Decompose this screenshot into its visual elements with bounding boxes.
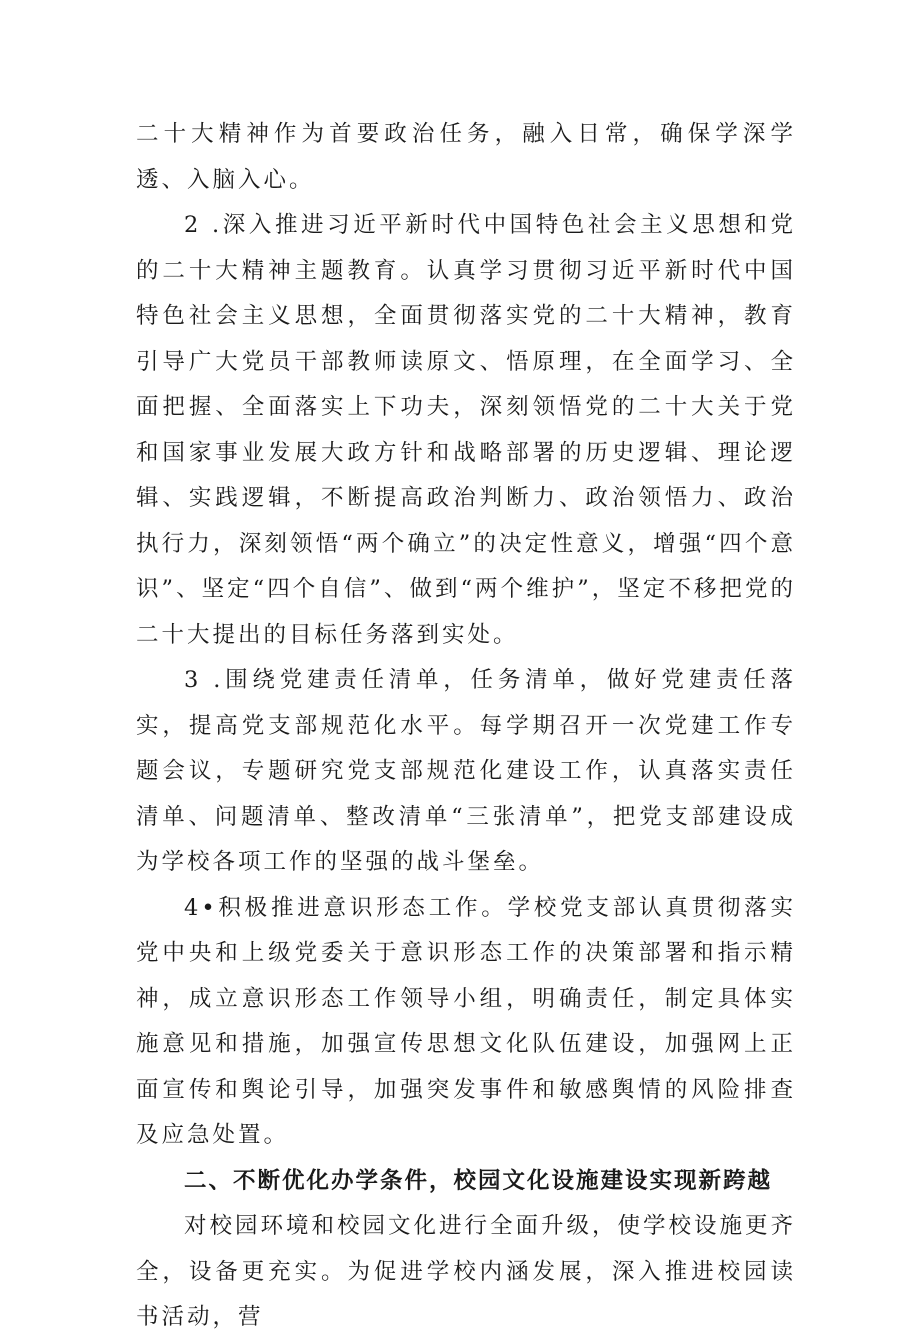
document-body — [136, 112, 796, 1341]
section-heading: 二、不断优化办学条件，校园文化设施建设实现新跨越 — [184, 1167, 773, 1194]
paragraph-item-4: 4•积极推进意识形态工作。学校党支部认真贯彻落实党中央和上级党委关于意识形态工作的决策部署和指示精神，成立意识形态工作领导小组，明确责任，制定具体实施意见和措施，加强宣传思想文化队伍建设，加强网上正面宣传和舆论引导，加强突发事件和敏感舆情的风险排查及应急处置。 — [136, 894, 796, 1148]
paragraph-item-2: 2 .深入推进习近平新时代中国特色社会主义思想和党的二十大精神主题教育。认真学习贯彻习近平新时代中国特色社会主义思想，全面贯彻落实党的二十大精神，教育引导广大党员干部教师读原文、悟原理，在全面学习、全面把握、全面落实上下功夫，深刻领悟党的二十大关于党和国家事业发展大政方针和战略部署的历史逻辑、理论逻辑、实践逻辑，不断提高政治判断力、政治领悟力、政治执行力，深刻领悟“两个确立”的决定性意义，增强“四个意识”、坚定“四个自信”、做到“两个维护”，坚定不移把党的二十大提出的目标任务落到实处。 — [136, 212, 796, 648]
paragraph-section-body: 对校园环境和校园文化进行全面升级，使学校设施更齐全，设备更充实。为促进学校内涵发展，深入推进校园读书活动，营 — [136, 1213, 797, 1330]
paragraph-item-3: 3 .围绕党建责任清单，任务清单，做好党建责任落实，提高党支部规范化水平。每学期召开一次党建工作专题会议，专题研究党支部规范化建设工作，认真落实责任清单、问题清单、整改清单“三张清单”，把党支部建设成为学校各项工作的坚强的战斗堡垒。 — [136, 667, 796, 875]
paragraph-intro-continuation: 二十大精神作为首要政治任务，融入日常，确保学深学透、入脑入心。 — [136, 121, 796, 193]
